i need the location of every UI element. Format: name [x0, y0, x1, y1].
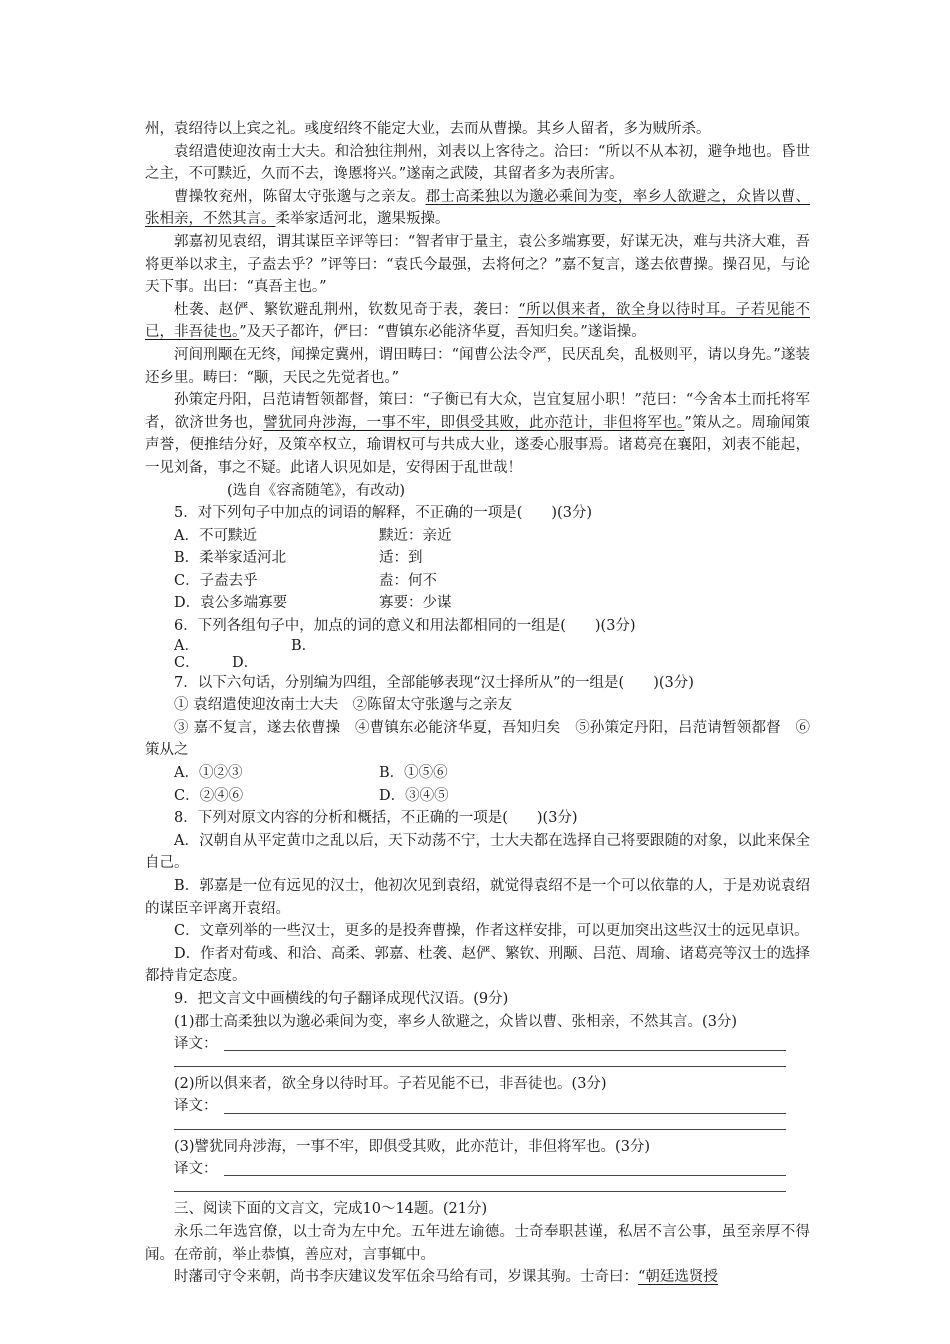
q9-item-2: (2)所以俱来者，欲全身以待时耳。子若见能不已，非吾徒也。(3分) — [174, 1076, 607, 1093]
q9-item-3: (3)譬犹同舟涉海，一事不牢，即俱受其败，此亦范计，非但将军也。(3分) — [174, 1138, 651, 1155]
question-6-stem: 6．下列各组句子中，加点的词的意义和用法都相同的一组是( )(3分) — [174, 618, 636, 635]
q8-option-b[interactable]: B．郭嘉是一位有远见的汉士，他初次见到袁绍，就觉得袁绍不是一个可以依靠的人，于是劝说袁绍的谋臣辛评离开袁绍。 — [145, 878, 810, 917]
passage-text: 柔举家适河北，邈果叛操。 — [275, 211, 450, 228]
answer-line[interactable] — [174, 1180, 786, 1192]
q9-answer-2[interactable]: 译文： — [145, 1096, 810, 1118]
passage — [145, 118, 810, 480]
answer-line[interactable] — [224, 1049, 787, 1051]
q7-options-row-2[interactable]: C．②④⑥ D．③④⑤ — [174, 787, 449, 804]
passage-paragraph — [145, 231, 810, 299]
q5-option-d[interactable]: D．袁公多端寡要 寡要：少谋 — [174, 595, 452, 612]
section-3-paragraph-2: 时藩司守令来朝，尚书李庆建议发军伍余马给有司，岁课其驹。士奇曰：“朝廷选贤授 — [174, 1269, 718, 1286]
passage-paragraph — [145, 141, 810, 186]
answer-line[interactable] — [224, 1174, 787, 1176]
q5-option-a[interactable]: A．不可黩近 黩近：亲近 — [174, 527, 452, 544]
passage-text: 州，袁绍待以上宾之礼。彧度绍终不能定大业，去而从曹操。其乡人留者，多为贼所杀。 — [145, 121, 711, 137]
passage-paragraph — [145, 344, 810, 389]
document-page — [145, 118, 810, 1289]
passage-text: 杜袭、赵俨、繁钦避乱荆州，钦数见奇于表，袭曰： — [174, 301, 519, 318]
section-3-heading: 三、阅读下面的文言文，完成10～14题。(21分) — [174, 1201, 488, 1218]
answer-line[interactable] — [174, 1055, 786, 1067]
underlined-sentence: “所以俱来者，欲全身以待时耳。子若见能不已，非吾徒也。 — [145, 301, 811, 341]
passage-paragraph — [145, 389, 810, 479]
q5-option-c[interactable]: C．子盍去乎 盍：何不 — [174, 572, 437, 589]
q8-option-c[interactable]: C．文章列举的一些汉士，更多的是投奔曹操，作者这样安排，可以更加突出这些汉士的远见卓识。 — [174, 923, 809, 940]
underlined-sentence: 郡士高柔独以为邈必乘间为变，率乡人欲避之，众皆以曹、张相亲，不然其言。 — [145, 188, 811, 228]
q7-statements-2: ③ 嘉不复言，遂去依曹操 ④曹镇东必能济华夏，吾知归矣 ⑤孙策定丹阳，吕范请暂领都督 ⑥策从之 — [145, 719, 810, 759]
section-3-paragraph-1: 永乐二年选宫僚，以士奇为左中允。五年进左谕德。士奇奉职甚谨，私居不言公事，虽至亲厚不得闻。在帝前，举止恭慎，善应对，言事辄中。 — [145, 1223, 810, 1263]
passage-text: 河间刑颙在无终，闻操定冀州，谓田畴曰：“闻曹公法令严，民厌乱矣，乱极则平，请以身先。”遂装还乡里。畴曰：“颙，天民之先觉者也。” — [145, 346, 810, 386]
q9-answer-3[interactable]: 译文： — [145, 1158, 810, 1180]
question-5-stem: 5．对下列句子中加点的词语的解释，不正确的一项是( )(3分) — [174, 505, 593, 522]
answer-line[interactable] — [174, 1118, 786, 1130]
question-9-stem: 9．把文言文中画横线的句子翻译成现代汉语。(9分) — [174, 990, 509, 1007]
q7-options-row-1[interactable]: A．①②③ B．①⑤⑥ — [174, 765, 448, 782]
passage-paragraph — [145, 118, 810, 141]
passage-text: 孙策定丹阳，吕范请暂领都督，策曰：“子衡已有大众，岂宜复屈小职！”范曰：“今舍本土而托将军者，欲济世务也， — [145, 392, 810, 431]
underlined-sentence: 譬犹同舟涉海，一事不牢，即俱受其败，此亦范计，非但将军也。 — [263, 414, 685, 431]
q8-option-a[interactable]: A．汉朝自从平定黄巾之乱以后，天下动荡不宁，士大夫都在选择自己将要跟随的对象，以此来保全自己。 — [145, 832, 810, 872]
answer-line[interactable] — [224, 1112, 787, 1114]
q9-answer-1[interactable]: 译文： — [145, 1033, 810, 1055]
passage-text: 曹操牧兖州，陈留太守张邈与之亲友。 — [174, 188, 426, 205]
q9-item-1: (1)郡士高柔独以为邈必乘间为变，率乡人欲避之，众皆以曹、张相亲，不然其言。(3分) — [174, 1013, 738, 1030]
q8-option-d[interactable]: D．作者对荀彧、和洽、高柔、郭嘉、杜袭、赵俨、繁钦、刑颙、吕范、周瑜、诸葛亮等汉士的选择都持肯定态度。 — [145, 945, 810, 985]
passage-paragraph — [145, 186, 810, 231]
source-note: (选自《容斋随笔》，有改动) — [227, 482, 406, 499]
question-8-stem: 8．下列对原文内容的分析和概括，不正确的一项是( )(3分) — [174, 810, 578, 827]
passage-text: 袁绍遣使迎汝南士大夫。和洽独往荆州，刘表以上客待之。洽曰：“所以不从本初，避争地也。昏世之主，不可黩近，久而不去，谗慝将兴。”遂南之武陵，其留者多为表所害。 — [145, 143, 810, 183]
passage-text: ”策从之。周瑜闻策声誉，便推结分好，及策卒权立，瑜谓权可与共成大业，遂委心服事焉。诸葛亮在襄阳，刘表不能起，一见刘备，事之不疑。此诸人识见如是，安得困于乱世哉！ — [145, 414, 811, 476]
passage-text: ”及天子都许，俨曰：“曹镇东必能济华夏，吾知归矣。”遂诣操。 — [239, 324, 646, 341]
q5-option-b[interactable]: B．柔举家适河北 适：到 — [174, 550, 423, 567]
q6-options-row-2[interactable]: C． D． — [174, 654, 259, 671]
question-7-stem: 7．以下六句话，分别编为四组，全部能够表现“汉士择所从”的一组是( )(3分) — [174, 674, 694, 691]
passage-paragraph — [145, 299, 810, 344]
passage-text: 郭嘉初见袁绍，谓其谋臣辛评等曰：“智者审于量主，袁公多端寡要，好谋无决，难与共济大难，吾将更举以求主，子盍去乎？”评等曰：“袁氏今最强，去将何之？”嘉不复言，遂去依曹操。操召见，与论天下事。出曰：“真吾主也。” — [145, 233, 810, 296]
q6-options-row-1[interactable]: A． B． — [174, 637, 317, 654]
q7-statements-1: ① 袁绍遣使迎汝南士大夫 ②陈留太守张邈与之亲友 — [174, 697, 513, 714]
